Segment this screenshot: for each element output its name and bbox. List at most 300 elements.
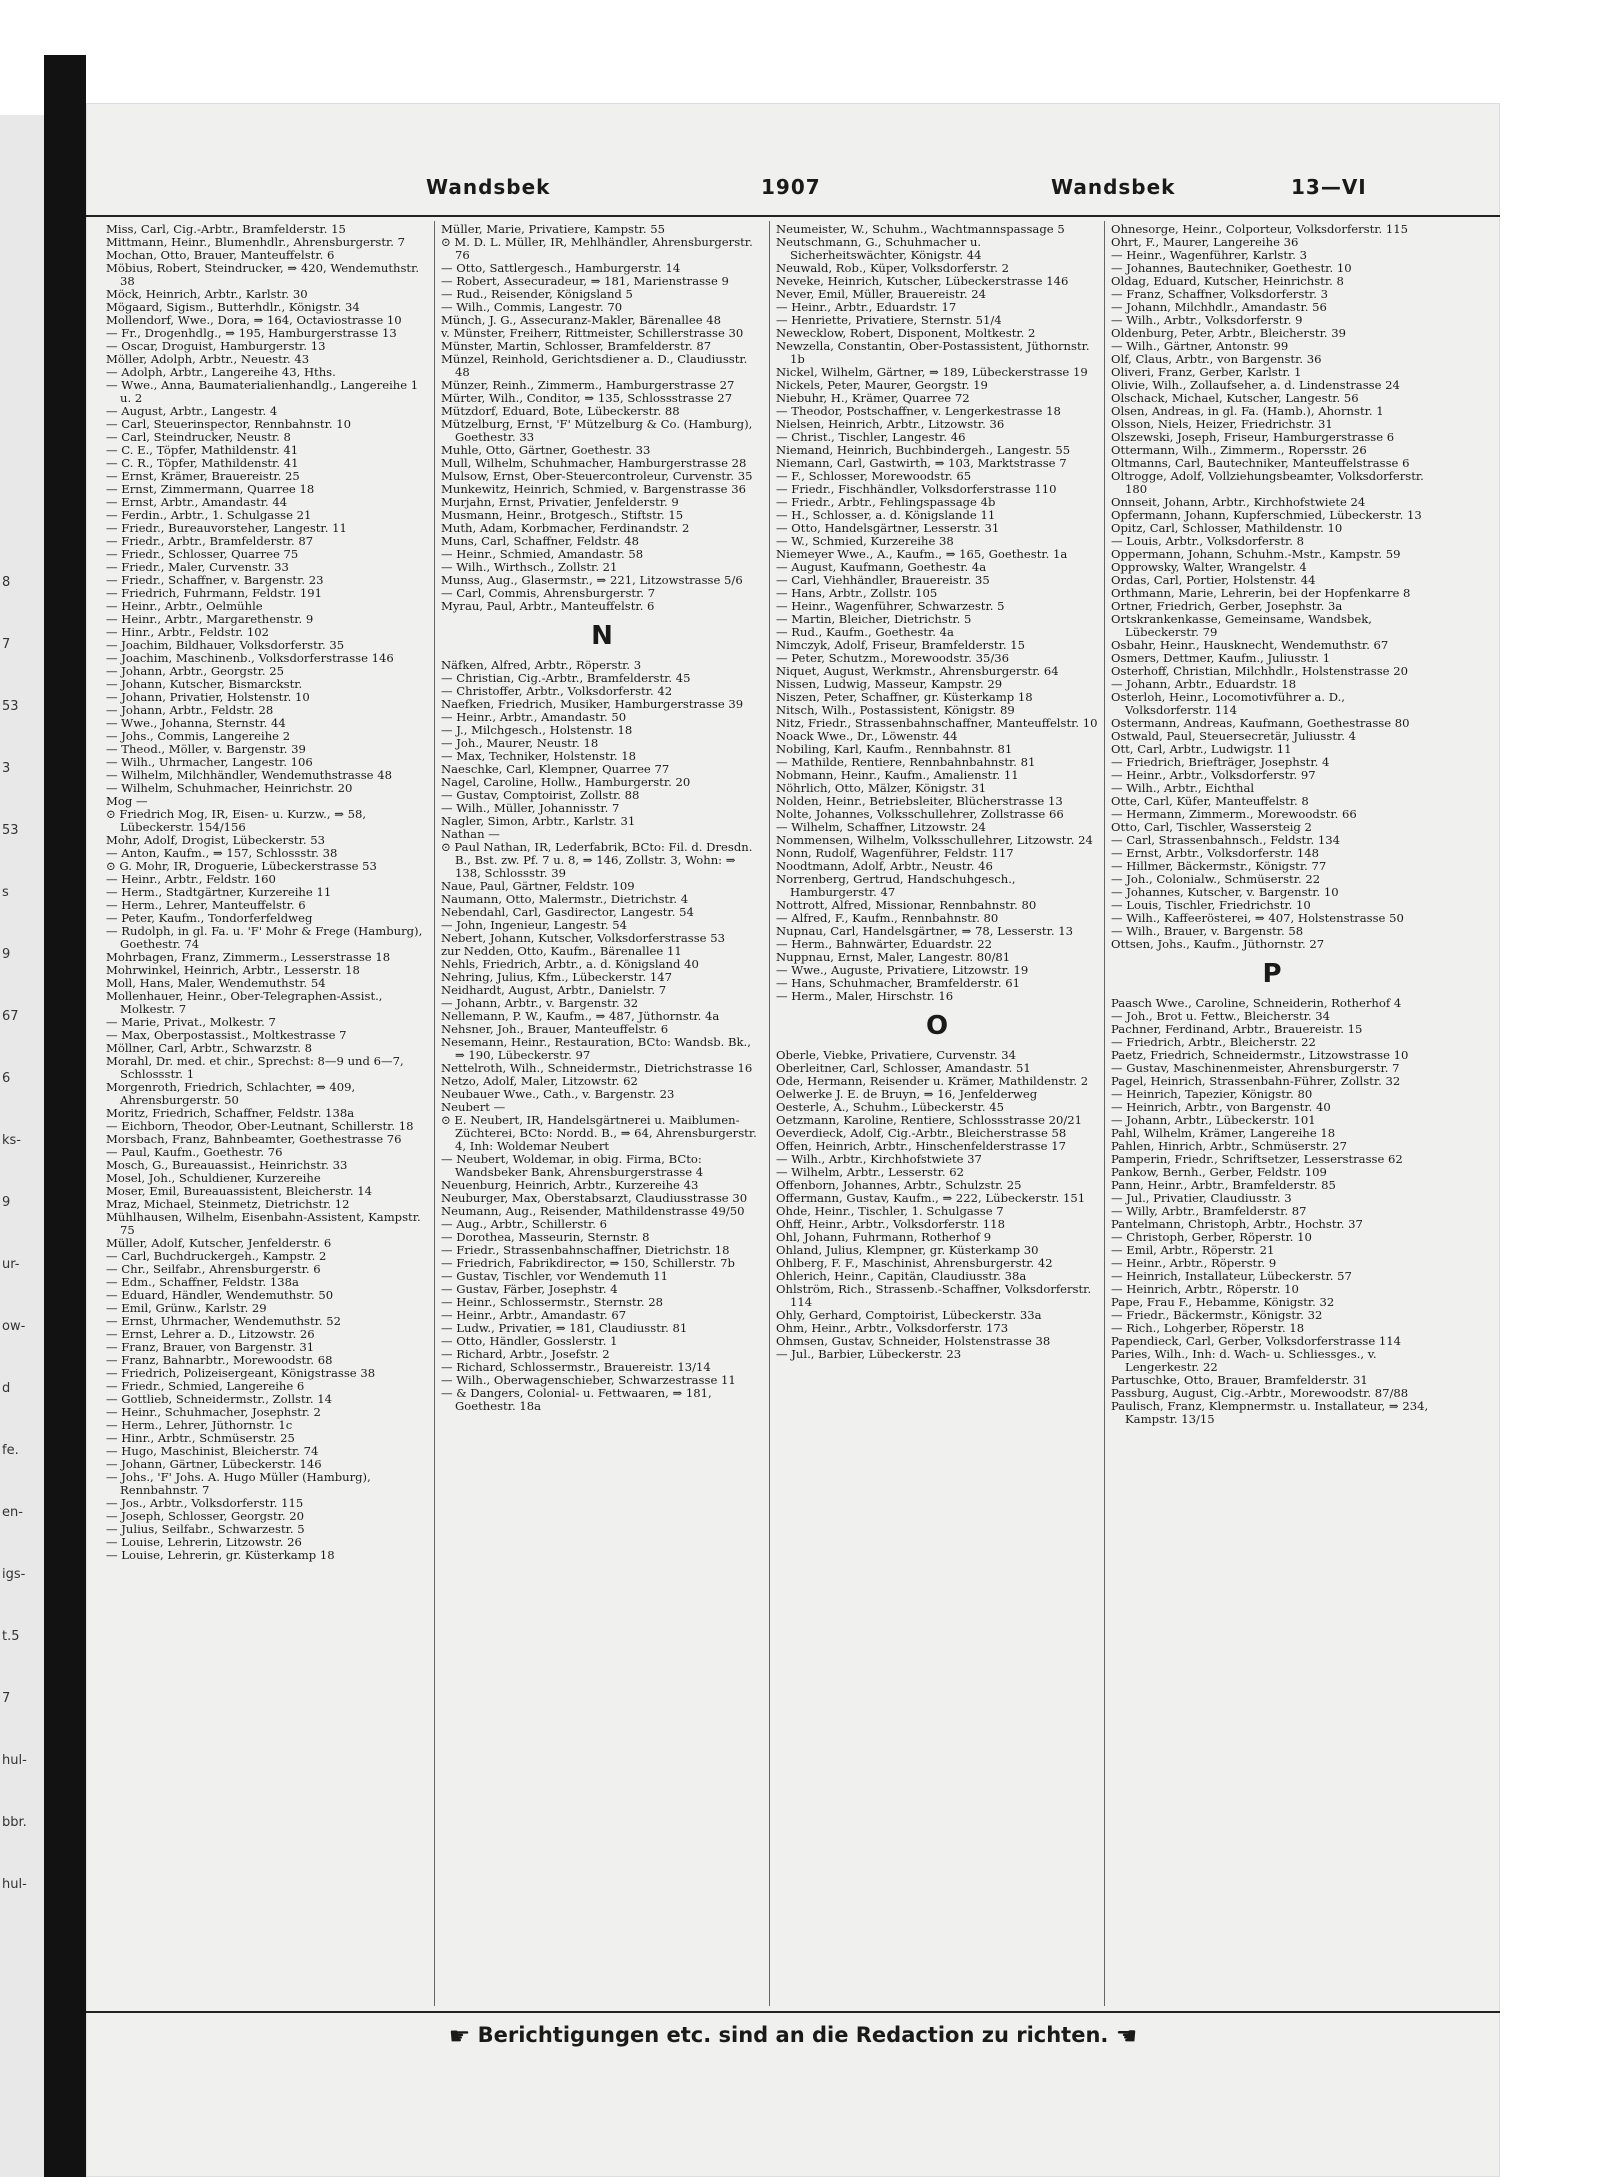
directory-entry: — Heinr., Wagenführer, Schwarzestr. 5: [776, 599, 1005, 613]
directory-entry: Ohde, Heinr., Tischler, 1. Schulgasse 7: [776, 1204, 1004, 1218]
directory-entry: Nickel, Wilhelm, Gärtner, ⇒ 189, Lübeckerstrasse 19: [776, 365, 1088, 379]
directory-entry: Offen, Heinrich, Arbtr., Hinschenfelderstrasse 17: [776, 1139, 1066, 1153]
directory-entry: — Johann, Arbtr., Lübeckerstr. 101: [1111, 1113, 1316, 1127]
directory-entry: — Carl, Steindrucker, Neustr. 8: [106, 430, 291, 444]
left-page-fragment: s: [2, 885, 9, 900]
directory-entry: — Hillmer, Bäckermstr., Königstr. 77: [1111, 859, 1327, 873]
directory-entry: — August, Arbtr., Langestr. 4: [106, 404, 278, 418]
directory-entry: Mog —: [106, 794, 148, 808]
directory-entry: — Carl, Commis, Ahrensburgerstr. 7: [441, 586, 656, 600]
directory-entry: — Friedr., Schaffner, v. Bargenstr. 23: [106, 573, 324, 587]
directory-entry: — Wilh., Arbtr., Kirchhofstwiete 37: [776, 1152, 982, 1166]
directory-entry: — Heinr., Arbtr., Margarethenstr. 9: [106, 612, 314, 626]
directory-entry: — John, Ingenieur, Langestr. 54: [441, 918, 628, 932]
directory-entry: — Chr., Seilfabr., Ahrensburgerstr. 6: [106, 1262, 321, 1276]
directory-entry: Olsen, Andreas, in gl. Fa. (Hamb.), Ahornstr. 1: [1111, 404, 1384, 418]
directory-entry: Möck, Heinrich, Arbtr., Karlstr. 30: [106, 287, 308, 301]
directory-entry: Nimczyk, Adolf, Friseur, Bramfelderstr. 15: [776, 638, 1025, 652]
directory-entry: Münster, Martin, Schlosser, Bramfelderstr. 87: [441, 339, 712, 353]
directory-entry: — Ludw., Privatier, ⇒ 181, Claudiusstr. 81: [441, 1321, 688, 1335]
directory-entry: — Herm., Maler, Hirschstr. 16: [776, 989, 954, 1003]
directory-entry: — Ernst, Uhrmacher, Wendemuthstr. 52: [106, 1314, 342, 1328]
directory-entry: zur Nedden, Otto, Kaufm., Bärenallee 11: [441, 944, 682, 958]
left-page-fragment: d: [2, 1381, 11, 1396]
directory-entry: Müller, Adolf, Kutscher, Jenfelderstr. 6: [106, 1236, 332, 1250]
directory-entry: Offermann, Gustav, Kaufm., ⇒ 222, Lübeckerstr. 151: [776, 1191, 1086, 1205]
directory-entry: Niquet, August, Werkmstr., Ahrensburgerstr. 64: [776, 664, 1059, 678]
directory-entry: — Johann, Gärtner, Lübeckerstr. 146: [106, 1457, 322, 1471]
directory-entry: Nottrott, Alfred, Missionar, Rennbahnstr. 80: [776, 898, 1037, 912]
directory-entry: — Ernst, Lehrer a. D., Litzowstr. 26: [106, 1327, 315, 1341]
directory-entry: — Theodor, Postschaffner, v. Lengerkestrasse 18: [776, 404, 1061, 418]
directory-entry: — Wwe., Auguste, Privatiere, Litzowstr. 19: [776, 963, 1029, 977]
directory-entry: Ortner, Friedrich, Gerber, Josephstr. 3a: [1111, 599, 1343, 613]
directory-entry: Mohrbagen, Franz, Zimmerm., Lesserstrasse 18: [106, 950, 391, 964]
left-page-fragment: 53: [2, 699, 19, 714]
directory-entry: Mollenhauer, Heinr., Ober-Telegraphen-Assist., Molkestr. 7: [106, 989, 383, 1016]
directory-entry: — August, Kaufmann, Goethestr. 4a: [776, 560, 987, 574]
directory-entry: — Christian, Cig.-Arbtr., Bramfelderstr. 45: [441, 671, 691, 685]
directory-entry: — Peter, Kaufm., Tondorferfeldweg: [106, 911, 313, 925]
directory-entry: Nielsen, Heinrich, Arbtr., Litzowstr. 36: [776, 417, 1005, 431]
directory-entry: — Jos., Arbtr., Volksdorferstr. 115: [106, 1496, 304, 1510]
directory-entry: — Rud., Kaufm., Goethestr. 4a: [776, 625, 954, 639]
directory-entry: — Herm., Bahnwärter, Eduardstr. 22: [776, 937, 992, 951]
directory-entry: — Ernst, Arbtr., Amandastr. 44: [106, 495, 288, 509]
left-page-fragment: 9: [2, 947, 11, 962]
directory-entry: Olszewski, Joseph, Friseur, Hamburgerstrasse 6: [1111, 430, 1395, 444]
directory-entry: — W., Schmied, Kurzereihe 38: [776, 534, 954, 548]
directory-entry: Oliveri, Franz, Gerber, Karlstr. 1: [1111, 365, 1302, 379]
directory-entry: — Heinr., Schuhmacher, Josephstr. 2: [106, 1405, 321, 1419]
directory-entry: — Friedrich, Arbtr., Bleicherstr. 22: [1111, 1035, 1316, 1049]
left-page-edge: [0, 115, 45, 2177]
directory-entry: — Robert, Assecuradeur, ⇒ 181, Marienstrasse 9: [441, 274, 729, 288]
directory-entry: — Hermann, Zimmerm., Morewoodstr. 66: [1111, 807, 1357, 821]
directory-entry: — Friedr., Schmied, Langereihe 6: [106, 1379, 305, 1393]
directory-entry: Oelwerke J. E. de Bruyn, ⇒ 16, Jenfelderweg: [776, 1087, 1038, 1101]
directory-entry: Naue, Paul, Gärtner, Feldstr. 109: [441, 879, 635, 893]
directory-entry: — Johannes, Bautechniker, Goethestr. 10: [1111, 261, 1352, 275]
directory-entry: — Gustav, Comptoirist, Zollstr. 88: [441, 788, 640, 802]
directory-entry: Neveke, Heinrich, Kutscher, Lübeckerstrasse 146: [776, 274, 1069, 288]
directory-entry: Olsson, Niels, Heizer, Friedrichstr. 31: [1111, 417, 1333, 431]
directory-entry: Oltrogge, Adolf, Vollziehungsbeamter, Volksdorferstr. 180: [1111, 469, 1424, 496]
header-left-title: Wandsbek: [426, 175, 551, 199]
column-divider: [769, 221, 770, 2006]
directory-entry: — Eichborn, Theodor, Ober-Leutnant, Schillerstr. 18: [106, 1119, 414, 1133]
directory-entry: — Gottlieb, Schneidermstr., Zollstr. 14: [106, 1392, 333, 1406]
directory-entry: — Wilh., Commis, Langestr. 70: [441, 300, 623, 314]
directory-entry: Mohr, Adolf, Drogist, Lübeckerstr. 53: [106, 833, 325, 847]
directory-entry: — Alfred, F., Kaufm., Rennbahnstr. 80: [776, 911, 999, 925]
directory-entry: — Max, Oberpostassist., Moltkestrasse 7: [106, 1028, 347, 1042]
column-divider: [1104, 221, 1105, 2006]
directory-column-2: [441, 223, 763, 2006]
directory-entry: Naefken, Friedrich, Musiker, Hamburgerstrasse 39: [441, 697, 744, 711]
directory-entry: Neuwald, Rob., Küper, Volksdorferstr. 2: [776, 261, 1010, 275]
directory-entry: — Otto, Sattlergesch., Hamburgerstr. 14: [441, 261, 681, 275]
directory-entry: — H., Schlosser, a. d. Königslande 11: [776, 508, 996, 522]
left-page-fragment: en-: [2, 1505, 23, 1520]
directory-entry: Ott, Carl, Arbtr., Ludwigstr. 11: [1111, 742, 1292, 756]
directory-entry: — Louise, Lehrerin, Litzowstr. 26: [106, 1535, 302, 1549]
column-divider: [434, 221, 435, 2006]
directory-entry: Osbahr, Heinr., Hausknecht, Wendemuthstr. 67: [1111, 638, 1389, 652]
directory-entry: Müller, Marie, Privatiere, Kampstr. 55: [441, 223, 666, 236]
directory-entry: Morgenroth, Friedrich, Schlachter, ⇒ 409, Ahrensburgerstr. 50: [106, 1080, 356, 1107]
directory-entry: Ostermann, Andreas, Kaufmann, Goethestrasse 80: [1111, 716, 1410, 730]
directory-entry: Münch, J. G., Assecuranz-Makler, Bärenallee 48: [441, 313, 722, 327]
directory-entry: Neuburger, Max, Oberstabsarzt, Claudiusstrasse 30: [441, 1191, 748, 1205]
directory-entry: — Hinr., Arbtr., Schmüserstr. 25: [106, 1431, 295, 1445]
directory-entry: — Joachim, Maschinenb., Volksdorferstrasse 146: [106, 651, 394, 665]
directory-entry: Paries, Wilh., Inh: d. Wach- u. Schliessges., v. Lengerkestr. 22: [1111, 1347, 1377, 1374]
directory-entry: — Friedr., Fischhändler, Volksdorferstrasse 110: [776, 482, 1057, 496]
directory-entry: Osmers, Dettmer, Kaufm., Juliusstr. 1: [1111, 651, 1331, 665]
directory-entry: — Oscar, Droguist, Hamburgerstr. 13: [106, 339, 326, 353]
directory-entry: — Jul., Privatier, Claudiusstr. 3: [1111, 1191, 1292, 1205]
directory-entry: — Dorothea, Masseurin, Sternstr. 8: [441, 1230, 650, 1244]
directory-entry: — Wilhelm, Milchhändler, Wendemuthstrasse 48: [106, 768, 392, 782]
directory-entry: Neumann, Aug., Reisender, Mathildenstrasse 49/50: [441, 1204, 745, 1218]
directory-entry: Nellemann, P. W., Kaufm., ⇒ 487, Jüthornstr. 4a: [441, 1009, 720, 1023]
directory-entry: Oberleitner, Carl, Schlosser, Amandastr. 51: [776, 1061, 1031, 1075]
directory-entry: Mützdorf, Eduard, Bote, Lübeckerstr. 88: [441, 404, 680, 418]
directory-entry: Mosch, G., Bureauassist., Heinrichstr. 33: [106, 1158, 348, 1172]
directory-entry: — Wilh., Gärtner, Antonstr. 99: [1111, 339, 1289, 353]
directory-entry: ⊙ G. Mohr, IR, Droguerie, Lübeckerstrasse 53: [106, 859, 377, 873]
directory-entry: — Carl, Viehhändler, Brauereistr. 35: [776, 573, 990, 587]
directory-entry: Olivie, Wilh., Zollaufseher, a. d. Lindenstrasse 24: [1111, 378, 1400, 392]
directory-entry: — Adolph, Arbtr., Langereihe 43, Hths.: [106, 365, 336, 379]
left-page-fragment: 7: [2, 637, 11, 652]
directory-entry: Mulsow, Ernst, Ober-Steuercontroleur, Curvenstr. 35: [441, 469, 753, 483]
section-letter: P: [1262, 959, 1282, 989]
directory-entry: Nolden, Heinr., Betriebsleiter, Blücherstrasse 13: [776, 794, 1063, 808]
directory-entry: Oppermann, Johann, Schuhm.-Mstr., Kampstr. 59: [1111, 547, 1401, 561]
directory-entry: — Friedr., Maler, Curvenstr. 33: [106, 560, 289, 574]
directory-entry: — Wilhelm, Schuhmacher, Heinrichstr. 20: [106, 781, 353, 795]
directory-entry: Neuenburg, Heinrich, Arbtr., Kurzereihe 43: [441, 1178, 699, 1192]
directory-entry: Mollendorf, Wwe., Dora, ⇒ 164, Octaviostrasse 10: [106, 313, 402, 327]
directory-entry: Musmann, Heinr., Brotgesch., Stiftstr. 15: [441, 508, 684, 522]
directory-entry: — Heinr., Wagenführer, Karlstr. 3: [1111, 248, 1308, 262]
directory-entry: Oetzmann, Karoline, Rentiere, Schlossstrasse 20/21: [776, 1113, 1083, 1127]
directory-entry: Naumann, Otto, Malermstr., Dietrichstr. 4: [441, 892, 689, 906]
directory-entry: — Heinrich, Arbtr., Röperstr. 10: [1111, 1282, 1299, 1296]
directory-entry: — Carl, Buchdruckergeh., Kampstr. 2: [106, 1249, 327, 1263]
directory-entry: Muns, Carl, Schaffner, Feldstr. 48: [441, 534, 639, 548]
directory-entry: Mittmann, Heinr., Blumenhdlr., Ahrensburgerstr. 7: [106, 235, 406, 249]
directory-entry: Nobiling, Karl, Kaufm., Rennbahnstr. 81: [776, 742, 1013, 756]
directory-entry: Nickels, Peter, Maurer, Georgstr. 19: [776, 378, 988, 392]
directory-entry: Olf, Claus, Arbtr., von Bargenstr. 36: [1111, 352, 1322, 366]
directory-entry: Nissen, Ludwig, Masseur, Kampstr. 29: [776, 677, 1003, 691]
directory-entry: Möbius, Robert, Steindrucker, ⇒ 420, Wendemuthstr. 38: [106, 261, 420, 288]
directory-entry: Nagel, Caroline, Hollw., Hamburgerstr. 20: [441, 775, 691, 789]
directory-entry: Mützelburg, Ernst, 'F' Mützelburg & Co. (Hamburg), Goethestr. 33: [441, 417, 753, 444]
directory-entry: Moser, Emil, Bureauassistent, Bleicherstr. 14: [106, 1184, 372, 1198]
directory-entry: — Friedrich, Polizeisergeant, Königstrasse 38: [106, 1366, 376, 1380]
left-page-fragment: 3: [2, 761, 11, 776]
directory-entry: — Wilh., Brauer, v. Bargenstr. 58: [1111, 924, 1304, 938]
directory-entry: Niemeyer Wwe., A., Kaufm., ⇒ 165, Goethestr. 1a: [776, 547, 1068, 561]
section-letter: N: [591, 621, 613, 651]
directory-entry: — Jul., Barbier, Lübeckerstr. 23: [776, 1347, 962, 1361]
directory-entry: — Heinr., Schmied, Amandastr. 58: [441, 547, 644, 561]
left-page-fragment: 6: [2, 1071, 11, 1086]
directory-entry: Pahl, Wilhelm, Krämer, Langereihe 18: [1111, 1126, 1336, 1140]
directory-entry: — Gustav, Färber, Josephstr. 4: [441, 1282, 618, 1296]
directory-entry: — Friedr., Arbtr., Fehlingspassage 4b: [776, 495, 996, 509]
directory-entry: Ortskrankenkasse, Gemeinsame, Wandsbek, Lübeckerstr. 79: [1111, 612, 1372, 639]
directory-entry: Nehring, Julius, Kfm., Lübeckerstr. 147: [441, 970, 673, 984]
directory-entry: — F., Schlosser, Morewoodstr. 65: [776, 469, 972, 483]
directory-entry: Ottermann, Wilh., Zimmerm., Ropersstr. 26: [1111, 443, 1367, 457]
directory-entry: — Friedr., Strassenbahnschaffner, Dietrichstr. 18: [441, 1243, 730, 1257]
directory-entry: — Heinr., Arbtr., Feldstr. 160: [106, 872, 276, 886]
directory-entry: — Johs., 'F' Johs. A. Hugo Müller (Hamburg), Rennbahnstr. 7: [106, 1470, 371, 1497]
directory-entry: Moritz, Friedrich, Schaffner, Feldstr. 138a: [106, 1106, 355, 1120]
directory-entry: — Heinr., Arbtr., Amandastr. 67: [441, 1308, 627, 1322]
directory-entry: — J., Milchgesch., Holstenstr. 18: [441, 723, 633, 737]
directory-entry: Neumeister, W., Schuhm., Wachtmannspassage 5: [776, 223, 1065, 236]
directory-entry: — Johann, Arbtr., Feldstr. 28: [106, 703, 274, 717]
directory-entry: — Wwe., Johanna, Sternstr. 44: [106, 716, 286, 730]
directory-entry: Ottsen, Johs., Kaufm., Jüthornstr. 27: [1111, 937, 1325, 951]
directory-entry: — Wilh., Arbtr., Volksdorferstr. 9: [1111, 313, 1303, 327]
directory-entry: Mögaard, Sigism., Butterhdlr., Königstr. 34: [106, 300, 360, 314]
directory-entry: — Christoph, Gerber, Röperstr. 10: [1111, 1230, 1312, 1244]
directory-entry: Oldenburg, Peter, Arbtr., Bleicherstr. 39: [1111, 326, 1346, 340]
directory-entry: — Johann, Kutscher, Bismarckstr.: [106, 677, 303, 691]
header-right-title: Wandsbek: [1051, 175, 1176, 199]
directory-entry: ⊙ Paul Nathan, IR, Lederfabrik, BCto: Fil. d. Dresdn. B., Bst. zw. Pf. 7 u. 8, ⇒ 146, Zollstr. 3, Wohn: ⇒ 138, Schlossstr. 39: [441, 840, 753, 880]
directory-entry: Otte, Carl, Küfer, Manteuffelstr. 8: [1111, 794, 1309, 808]
left-page-fragment: 8: [2, 575, 11, 590]
directory-entry: — Johann, Arbtr., Georgstr. 25: [106, 664, 284, 678]
directory-entry: Paulisch, Franz, Klempnermstr. u. Installateur, ⇒ 234, Kampstr. 13/15: [1111, 1399, 1429, 1426]
directory-entry: Mürter, Wilh., Conditor, ⇒ 135, Schlossstrasse 27: [441, 391, 733, 405]
directory-entry: — Emil, Grünw., Karlstr. 29: [106, 1301, 267, 1315]
directory-entry: ⊙ Friedrich Mog, IR, Eisen- u. Kurzw., ⇒ 58, Lübeckerstr. 154/156: [106, 807, 367, 834]
directory-entry: Pachner, Ferdinand, Arbtr., Brauereistr. 15: [1111, 1022, 1363, 1036]
directory-entry: Osterhoff, Christian, Milchhdlr., Holstenstrasse 20: [1111, 664, 1408, 678]
directory-entry: — Louis, Arbtr., Volksdorferstr. 8: [1111, 534, 1305, 548]
directory-entry: Nolte, Johannes, Volksschullehrer, Zollstrasse 66: [776, 807, 1064, 821]
directory-entry: Nebert, Johann, Kutscher, Volksdorferstrasse 53: [441, 931, 725, 945]
directory-entry: — Wwe., Anna, Baumaterialienhandlg., Langereihe 1 u. 2: [106, 378, 419, 405]
directory-entry: Orthmann, Marie, Lehrerin, bei der Hopfenkarre 8: [1111, 586, 1411, 600]
directory-entry: Nesemann, Heinr., Restauration, BCto: Wandsb. Bk., ⇒ 190, Lübeckerstr. 97: [441, 1035, 751, 1062]
page-footer: [86, 2015, 1500, 2055]
directory-entry: Opprowsky, Walter, Wrangelstr. 4: [1111, 560, 1307, 574]
directory-entry: — Wilh., Oberwagenschieber, Schwarzestrasse 11: [441, 1373, 736, 1387]
directory-entry: Ohmsen, Gustav, Schneider, Holstenstrasse 38: [776, 1334, 1051, 1348]
directory-entry: — Ernst, Krämer, Brauereistr. 25: [106, 469, 300, 483]
directory-entry: — Theod., Möller, v. Bargenstr. 39: [106, 742, 306, 756]
directory-entry: — Johann, Privatier, Holstenstr. 10: [106, 690, 310, 704]
directory-entry: — Peter, Schutzm., Morewoodstr. 35/36: [776, 651, 1009, 665]
left-page-fragment: 53: [2, 823, 19, 838]
header-rule: [86, 215, 1500, 217]
directory-entry: — Carl, Steuerinspector, Rennbahnstr. 10: [106, 417, 351, 431]
directory-entry: Ohland, Julius, Klempner, gr. Küsterkamp 30: [776, 1243, 1039, 1257]
directory-entry: Munss, Aug., Glasermstr., ⇒ 221, Litzowstrasse 5/6: [441, 573, 743, 587]
directory-entry: Osterloh, Heinr., Locomotivführer a. D., Volksdorferstr. 114: [1111, 690, 1345, 717]
directory-entry: Oberle, Viebke, Privatiere, Curvenstr. 34: [776, 1048, 1016, 1062]
directory-entry: — Heinrich, Tapezier, Königstr. 80: [1111, 1087, 1313, 1101]
left-page-fragment: hul-: [2, 1877, 27, 1892]
directory-entry: Münzel, Reinhold, Gerichtsdiener a. D., Claudiusstr. 48: [441, 352, 748, 379]
directory-entry: Newzella, Constantin, Ober-Postassistent, Jüthornstr. 1b: [776, 339, 1090, 366]
directory-entry: — Joh., Maurer, Neustr. 18: [441, 736, 599, 750]
directory-entry: Nathan —: [441, 827, 500, 841]
directory-entry: — Heinrich, Arbtr., von Bargenstr. 40: [1111, 1100, 1331, 1114]
directory-entry: Ohl, Johann, Fuhrmann, Rotherhof 9: [776, 1230, 992, 1244]
directory-entry: Näfken, Alfred, Arbtr., Röperstr. 3: [441, 658, 642, 672]
directory-entry: Mohrwinkel, Heinrich, Arbtr., Lesserstr. 18: [106, 963, 360, 977]
directory-entry: — Joh., Brot u. Fettw., Bleicherstr. 34: [1111, 1009, 1331, 1023]
directory-entry: Niemand, Heinrich, Buchbindergeh., Langestr. 55: [776, 443, 1071, 457]
directory-entry: Murjahn, Ernst, Privatier, Jenfelderstr. 9: [441, 495, 679, 509]
directory-entry: — & Dangers, Colonial- u. Fettwaaren, ⇒ 181, Goethestr. 18a: [441, 1386, 712, 1413]
directory-entry: — C. R., Töpfer, Mathildenstr. 41: [106, 456, 299, 470]
directory-entry: Niebuhr, H., Krämer, Quarree 72: [776, 391, 970, 405]
directory-entry: ⊙ M. D. L. Müller, IR, Mehlhändler, Ahrensburgerstr. 76: [441, 235, 753, 262]
directory-entry: — Franz, Bahnarbtr., Morewoodstr. 68: [106, 1353, 333, 1367]
directory-entry: Never, Emil, Müller, Brauereistr. 24: [776, 287, 986, 301]
directory-entry: — Wilh., Wirthsch., Zollstr. 21: [441, 560, 618, 574]
directory-entry: Morsbach, Franz, Bahnbeamter, Goethestrasse 76: [106, 1132, 402, 1146]
left-page-fragment: 7: [2, 1691, 11, 1706]
left-page-fragment: t.5: [2, 1629, 20, 1644]
directory-column-4: [1111, 223, 1433, 2006]
directory-entry: — Heinr., Schlossermstr., Sternstr. 28: [441, 1295, 664, 1309]
left-page-fragment: igs-: [2, 1567, 26, 1582]
directory-entry: Neutschmann, G., Schuhmacher u. Sicherheitswächter, Königstr. 44: [776, 235, 982, 262]
directory-entry: Ode, Hermann, Reisender u. Krämer, Mathildenstr. 2: [776, 1074, 1089, 1088]
directory-entry: Mochan, Otto, Brauer, Manteuffelstr. 6: [106, 248, 335, 262]
directory-entry: Neubert —: [441, 1100, 506, 1114]
directory-entry: — Heinr., Arbtr., Amandastr. 50: [441, 710, 627, 724]
directory-entry: Neidhardt, August, Arbtr., Danielstr. 7: [441, 983, 667, 997]
directory-entry: Neubauer Wwe., Cath., v. Bargenstr. 23: [441, 1087, 675, 1101]
directory-entry: — Mathilde, Rentiere, Rennbahnbahnstr. 81: [776, 755, 1036, 769]
directory-entry: — Joseph, Schlosser, Georgstr. 20: [106, 1509, 305, 1523]
directory-entry: Nebendahl, Carl, Gasdirector, Langestr. 54: [441, 905, 694, 919]
directory-entry: Oeverdieck, Adolf, Cig.-Arbtr., Bleicherstrasse 58: [776, 1126, 1067, 1140]
directory-entry: — Johannes, Kutscher, v. Bargenstr. 10: [1111, 885, 1339, 899]
directory-entry: Moll, Hans, Maler, Wendemuthstr. 54: [106, 976, 326, 990]
directory-entry: Pape, Frau F., Hebamme, Königstr. 32: [1111, 1295, 1335, 1309]
directory-entry: — Herm., Lehrer, Manteuffelstr. 6: [106, 898, 306, 912]
directory-entry: Mull, Wilhelm, Schuhmacher, Hamburgerstrasse 28: [441, 456, 747, 470]
directory-entry: Niszen, Peter, Schaffner, gr. Küsterkamp 18: [776, 690, 1033, 704]
directory-entry: — Wilh., Müller, Johannisstr. 7: [441, 801, 620, 815]
directory-entry: Ohff, Heinr., Arbtr., Volksdorferstr. 118: [776, 1217, 1005, 1231]
directory-entry: Niemann, Carl, Gastwirth, ⇒ 103, Marktstrasse 7: [776, 456, 1067, 470]
directory-column-1: [106, 223, 428, 2006]
directory-entry: — Otto, Handelsgärtner, Lesserstr. 31: [776, 521, 1000, 535]
directory-entry: — Hugo, Maschinist, Bleicherstr. 74: [106, 1444, 319, 1458]
directory-entry: — Hans, Arbtr., Zollstr. 105: [776, 586, 938, 600]
directory-entry: Oesterle, A., Schuhm., Lübeckerstr. 45: [776, 1100, 1005, 1114]
directory-entry: — Willy, Arbtr., Bramfelderstr. 87: [1111, 1204, 1307, 1218]
directory-entry: — Edm., Schaffner, Feldstr. 138a: [106, 1275, 299, 1289]
directory-entry: Mühlhausen, Wilhelm, Eisenbahn-Assistent, Kampstr. 75: [106, 1210, 421, 1237]
directory-entry: — Paul, Kaufm., Goethestr. 76: [106, 1145, 283, 1159]
directory-entry: — Hinr., Arbtr., Feldstr. 102: [106, 625, 269, 639]
directory-entry: Nonn, Rudolf, Wagenführer, Feldstr. 117: [776, 846, 1014, 860]
directory-entry: — Friedr., Bäckermstr., Königstr. 32: [1111, 1308, 1323, 1322]
directory-entry: — Neubert, Woldemar, in obig. Firma, BCto: Wandsbeker Bank, Ahrensburgerstrasse 4: [441, 1152, 704, 1179]
left-page-fragment: ur-: [2, 1257, 20, 1272]
directory-entry: Netzo, Adolf, Maler, Litzowstr. 62: [441, 1074, 638, 1088]
pointing-hand-left-icon: ☛: [448, 2022, 471, 2050]
directory-entry: — Henriette, Privatiere, Sternstr. 51/4: [776, 313, 1002, 327]
directory-entry: — Christoffer, Arbtr., Volksdorferstr. 42: [441, 684, 673, 698]
directory-entry: — Rich., Lohgerber, Röperstr. 18: [1111, 1321, 1305, 1335]
left-page-fragment: hul-: [2, 1753, 27, 1768]
directory-entry: — Carl, Strassenbahnsch., Feldstr. 134: [1111, 833, 1340, 847]
directory-entry: — Heinr., Arbtr., Röperstr. 9: [1111, 1256, 1277, 1270]
pointing-hand-right-icon: ☚: [1115, 2022, 1138, 2050]
directory-entry: Möller, Adolph, Arbtr., Neuestr. 43: [106, 352, 310, 366]
directory-entry: Ohnesorge, Heinr., Colporteur, Volksdorferstr. 115: [1111, 223, 1409, 236]
directory-entry: Myrau, Paul, Arbtr., Manteuffelstr. 6: [441, 599, 655, 613]
directory-entry: Nehls, Friedrich, Arbtr., a. d. Königsland 40: [441, 957, 699, 971]
directory-entry: — Herm., Stadtgärtner, Kurzereihe 11: [106, 885, 332, 899]
directory-entry: — Friedrich, Briefträger, Josephstr. 4: [1111, 755, 1330, 769]
directory-entry: Opitz, Carl, Schlosser, Mathildenstr. 10: [1111, 521, 1343, 535]
directory-entry: — Franz, Schaffner, Volksdorferstr. 3: [1111, 287, 1328, 301]
directory-entry: — Friedr., Schlosser, Quarree 75: [106, 547, 299, 561]
directory-entry: Oldag, Eduard, Kutscher, Heinrichstr. 8: [1111, 274, 1344, 288]
footer-notice: Berichtigungen etc. sind an die Redaction zu richten.: [477, 2023, 1109, 2047]
section-letter: O: [925, 1011, 949, 1041]
directory-entry: — Rud., Reisender, Königsland 5: [441, 287, 633, 301]
directory-entry: — Gustav, Maschinenmeister, Ahrensburgerstr. 7: [1111, 1061, 1400, 1075]
directory-entry: Onnseit, Johann, Arbtr., Kirchhofstwiete 24: [1111, 495, 1366, 509]
directory-entry: Otto, Carl, Tischler, Wassersteig 2: [1111, 820, 1312, 834]
directory-entry: Mraz, Michael, Steinmetz, Dietrichstr. 12: [106, 1197, 350, 1211]
directory-entry: — Heinr., Arbtr., Oelmühle: [106, 599, 263, 613]
directory-entry: Nitsch, Wilh., Postassistent, Königstr. 89: [776, 703, 1015, 717]
page-number: 13—VI: [1291, 175, 1367, 199]
directory-entry: Pagel, Heinrich, Strassenbahn-Führer, Zollstr. 32: [1111, 1074, 1401, 1088]
directory-entry: Nehsner, Joh., Brauer, Manteuffelstr. 6: [441, 1022, 669, 1036]
directory-entry: Norrenberg, Gertrud, Handschuhgesch., Hamburgerstr. 47: [776, 872, 1016, 899]
directory-entry: — Heinrich, Installateur, Lübeckerstr. 57: [1111, 1269, 1352, 1283]
directory-column-3: [776, 223, 1098, 2006]
directory-entry: Ohly, Gerhard, Comptoirist, Lübeckerstr. 33a: [776, 1308, 1042, 1322]
directory-entry: Muth, Adam, Korbmacher, Ferdinandstr. 2: [441, 521, 690, 535]
directory-entry: Paetz, Friedrich, Schneidermstr., Litzowstrasse 10: [1111, 1048, 1409, 1062]
directory-entry: — Christ., Tischler, Langestr. 46: [776, 430, 966, 444]
directory-entry: — Otto, Händler, Gosslerstr. 1: [441, 1334, 618, 1348]
directory-entry: Newecklow, Robert, Disponent, Moltkestr. 2: [776, 326, 1036, 340]
directory-entry: — Franz, Brauer, von Bargenstr. 31: [106, 1340, 315, 1354]
directory-entry: — Wilhelm, Arbtr., Lesserstr. 62: [776, 1165, 964, 1179]
directory-entry: — Wilhelm, Schaffner, Litzowstr. 24: [776, 820, 986, 834]
directory-entry: Nuppnau, Ernst, Maler, Langestr. 80/81: [776, 950, 1011, 964]
directory-entry: — Wilh., Uhrmacher, Langestr. 106: [106, 755, 313, 769]
directory-entry: — Friedr., Bureauvorsteher, Langestr. 11: [106, 521, 347, 535]
directory-entry: Papendieck, Carl, Gerber, Volksdorferstrasse 114: [1111, 1334, 1402, 1348]
directory-entry: — Heinr., Arbtr., Volksdorferstr. 97: [1111, 768, 1316, 782]
